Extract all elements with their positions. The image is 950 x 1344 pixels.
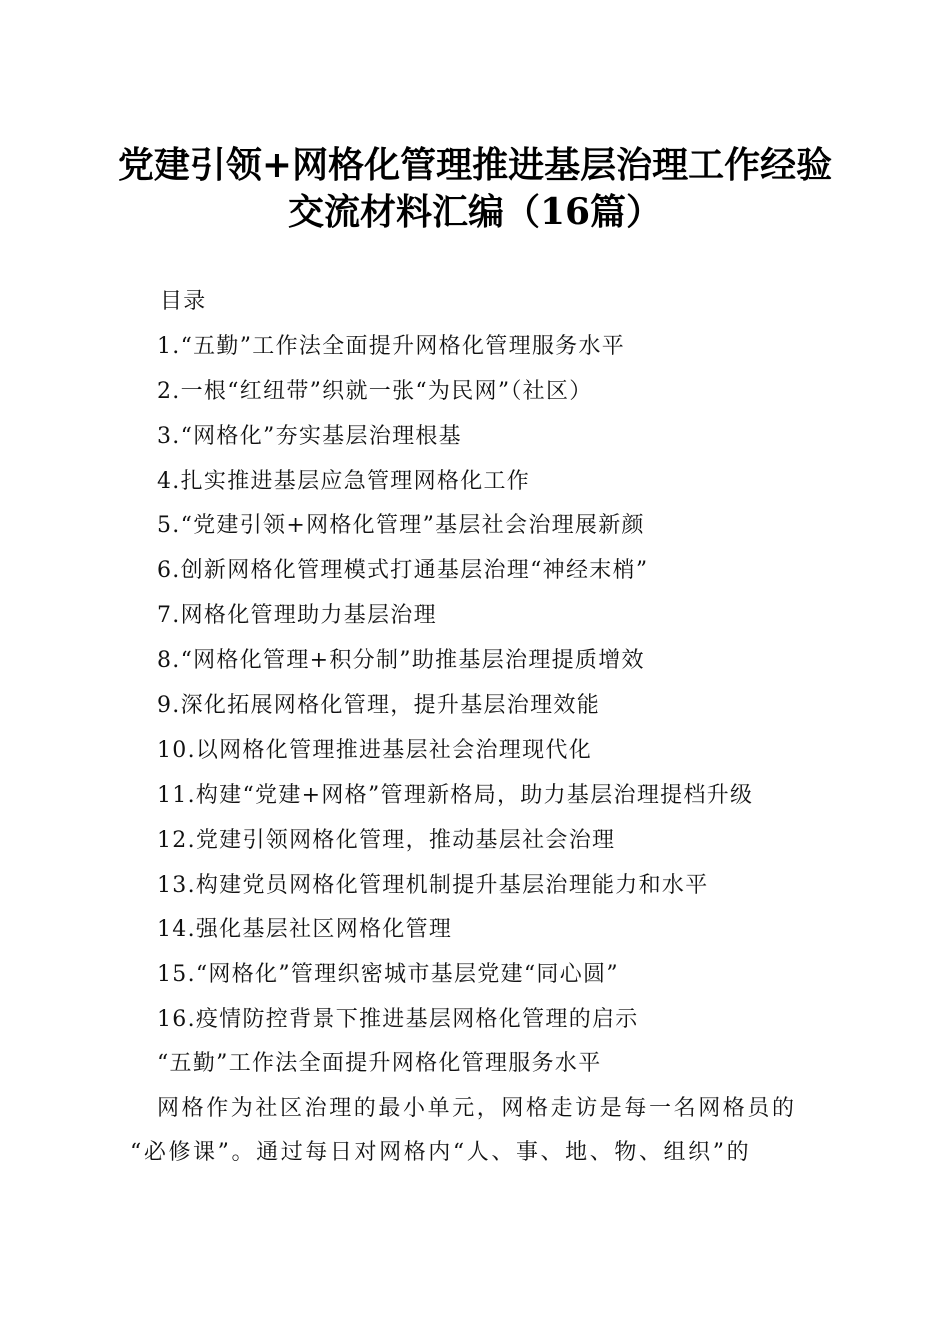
- toc-item: 11.构建“党建+网格”管理新格局，助力基层治理提档升级: [157, 782, 754, 808]
- toc-item: 5.“党建引领+网格化管理”基层社会治理展新颜: [157, 513, 645, 539]
- toc-item: 14.强化基层社区网格化管理: [157, 917, 453, 943]
- table-of-contents: [157, 280, 857, 1043]
- toc-item: 3.“网格化”夯实基层治理根基: [157, 423, 462, 449]
- toc-heading: 目录: [160, 289, 207, 314]
- toc-item: 8.“网格化管理+积分制”助推基层治理提质增效: [157, 648, 645, 674]
- toc-item: 15.“网格化”管理织密城市基层党建“同心圆”: [157, 962, 619, 988]
- toc-item: 6.创新网格化管理模式打通基层治理“神经末梢”: [157, 558, 649, 584]
- paragraph-line: “必修课”。通过每日对网格内“人、事、地、物、组织”的: [130, 1140, 752, 1165]
- toc-item: 16.疫情防控背景下推进基层网格化管理的启示: [157, 1007, 639, 1033]
- toc-item: 9.深化拓展网格化管理，提升基层治理效能: [157, 693, 600, 719]
- toc-item: 7.网格化管理助力基层治理: [157, 603, 437, 629]
- toc-item: 12.党建引领网格化管理，推动基层社会治理: [157, 827, 616, 853]
- article-body: [130, 1042, 830, 1176]
- document-title-line-1: 党建引领+网格化管理推进基层治理工作经验: [117, 144, 833, 186]
- toc-item: 13.构建党员网格化管理机制提升基层治理能力和水平: [157, 872, 709, 898]
- document-title-line-2: 交流材料汇编（16篇）: [287, 191, 663, 233]
- toc-item: 4.扎实推进基层应急管理网格化工作: [157, 468, 531, 494]
- toc-item: 10.以网格化管理推进基层社会治理现代化: [157, 737, 592, 763]
- paragraph-line: 网格作为社区治理的最小单元，网格走访是每一名网格员的: [157, 1095, 797, 1121]
- toc-item: 2.一根“红纽带”织就一张“为民网”（社区）: [157, 378, 593, 404]
- toc-item: 1.“五勤”工作法全面提升网格化管理服务水平: [157, 333, 626, 359]
- section-title: “五勤”工作法全面提升网格化管理服务水平: [157, 1051, 602, 1076]
